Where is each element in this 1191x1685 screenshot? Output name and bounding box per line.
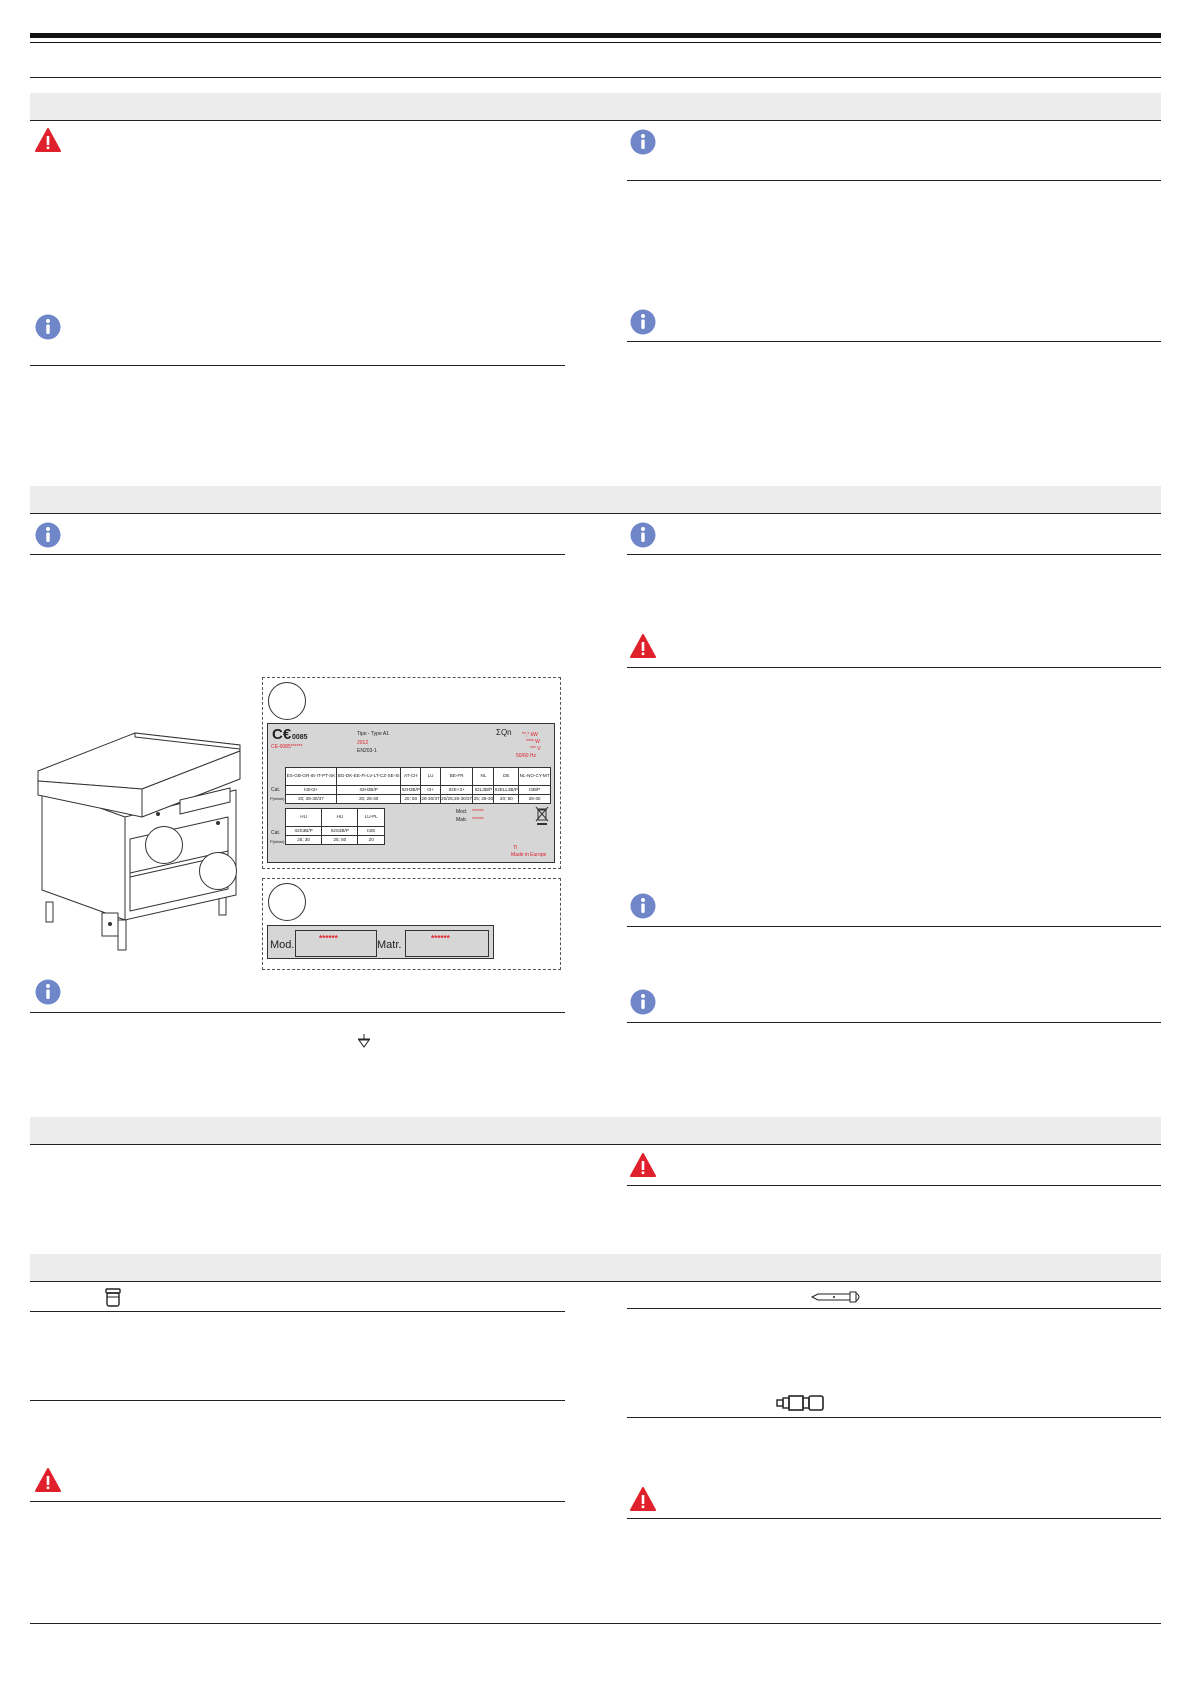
warning-icon bbox=[630, 633, 656, 659]
warning-icon bbox=[630, 1152, 656, 1178]
pressure-cell: 25; 30 bbox=[286, 836, 322, 845]
country-cell: HU bbox=[286, 809, 322, 827]
plate-pres-label-2: P(mbar) bbox=[270, 839, 285, 844]
info-icon bbox=[630, 522, 656, 548]
country-cell: NL-NO-CY-MT bbox=[519, 768, 551, 786]
rule bbox=[30, 1501, 565, 1502]
callout-circle-plate bbox=[268, 682, 306, 720]
plate-matr-value: ****** bbox=[472, 817, 484, 823]
rule bbox=[30, 365, 565, 366]
warning-icon bbox=[35, 1467, 61, 1493]
callout-circle-small-plate bbox=[268, 883, 306, 921]
warning-icon bbox=[630, 1486, 656, 1512]
small-plate-mod-value: ****** bbox=[319, 934, 338, 943]
category-cell: II2S3B/P bbox=[286, 827, 322, 836]
country-cell: AT-CH bbox=[401, 768, 421, 786]
country-cell: BG-DK-EE-FI-LV-LT-CZ-SE-SI bbox=[336, 768, 400, 786]
nozzle-icon bbox=[103, 1288, 123, 1308]
gas-category-table-2 bbox=[285, 808, 385, 845]
country-cell: ES-GB-GR-IE-IT-PT-SK bbox=[286, 768, 337, 786]
plate-mod-label: Mod. bbox=[456, 809, 468, 815]
info-icon bbox=[35, 314, 61, 340]
section-band-2 bbox=[30, 486, 1161, 514]
ce-mark: C€ bbox=[272, 726, 292, 743]
pressure-cell: 20; 28-30/37 bbox=[286, 795, 337, 804]
rule bbox=[30, 1400, 565, 1401]
info-icon bbox=[35, 522, 61, 548]
info-icon bbox=[630, 309, 656, 335]
category-cell: II2E bbox=[358, 827, 385, 836]
country-cell: BE-FR bbox=[440, 768, 473, 786]
rule bbox=[627, 926, 1161, 927]
plate-cat-label-2: Cat. bbox=[271, 830, 281, 836]
plate-made-in: Made in Europe bbox=[511, 852, 547, 858]
category-cell: I3B/P bbox=[519, 786, 551, 795]
plate-cat-label: Cat. bbox=[271, 787, 281, 793]
plate-sigma-qn: ΣQn bbox=[496, 728, 512, 737]
country-cell: NL bbox=[473, 768, 494, 786]
plate-power-w: **** W bbox=[526, 739, 540, 745]
header-thin-rule bbox=[30, 42, 1161, 43]
plate-code: TI bbox=[513, 845, 518, 851]
callout-circle-2 bbox=[199, 852, 237, 890]
footer-rule bbox=[30, 1623, 1161, 1624]
plate-matr-label: Matr. bbox=[456, 817, 468, 823]
small-plate-matr-label: Matr. bbox=[377, 939, 402, 951]
section-band-1 bbox=[30, 93, 1161, 121]
pressure-cell: 20; 50 bbox=[401, 795, 421, 804]
category-cell: II2L3B/P bbox=[473, 786, 494, 795]
section-band-3 bbox=[30, 1117, 1161, 1145]
info-icon bbox=[630, 893, 656, 919]
plate-voltage: *** V bbox=[530, 746, 541, 752]
ce-code: CE-0085****** bbox=[271, 744, 303, 750]
country-cell: DE bbox=[494, 768, 519, 786]
plate-standard: EN203-1 bbox=[357, 748, 377, 754]
category-cell: II2H3B/P bbox=[336, 786, 400, 795]
weee-bin-icon bbox=[535, 806, 549, 826]
plate-year: 2012 bbox=[357, 740, 369, 746]
pressure-cell: 25; 50 bbox=[322, 836, 358, 845]
thermocouple-icon bbox=[810, 1290, 864, 1304]
pressure-cell: 28-30 bbox=[519, 795, 551, 804]
rule bbox=[627, 667, 1161, 668]
pressure-cell: 20 bbox=[358, 836, 385, 845]
category-cell: II2H3+ bbox=[286, 786, 337, 795]
rule bbox=[627, 1022, 1161, 1023]
rule bbox=[627, 554, 1161, 555]
country-cell: HU bbox=[322, 809, 358, 827]
pressure-cell: 20; 28-30 bbox=[336, 795, 400, 804]
gas-category-table-1 bbox=[285, 767, 551, 804]
rule bbox=[627, 1185, 1161, 1186]
connector-icon bbox=[776, 1395, 830, 1411]
rule bbox=[30, 1311, 565, 1312]
section-band-4 bbox=[30, 1254, 1161, 1282]
plate-pres-label: P(mbar) bbox=[270, 796, 285, 801]
category-cell: II2E+3+ bbox=[440, 786, 473, 795]
equipotential-icon bbox=[357, 1034, 371, 1048]
info-icon bbox=[35, 979, 61, 1005]
rule bbox=[30, 1012, 565, 1013]
notified-body: 0085 bbox=[292, 734, 308, 741]
pressure-cell: 20; 50 bbox=[494, 795, 519, 804]
rule bbox=[30, 554, 565, 555]
rule bbox=[627, 1417, 1161, 1418]
category-cell: II2ELL3B/P bbox=[494, 786, 519, 795]
plate-type: Tipo - Type A1 bbox=[357, 731, 389, 737]
pressure-cell: 20/25;28-30/37 bbox=[440, 795, 473, 804]
category-cell: I3+ bbox=[421, 786, 441, 795]
pressure-cell: 25; 28-30 bbox=[473, 795, 494, 804]
category-cell: II2S3B/P bbox=[322, 827, 358, 836]
small-plate-matr-value: ****** bbox=[431, 934, 450, 943]
header-underline bbox=[30, 77, 1161, 78]
callout-circle-1 bbox=[145, 826, 183, 864]
rule bbox=[627, 341, 1161, 342]
country-cell: LU-PL bbox=[358, 809, 385, 827]
info-icon bbox=[630, 129, 656, 155]
country-cell: LU bbox=[421, 768, 441, 786]
plate-frequency: 50/60 Hz bbox=[516, 753, 537, 759]
header-thick-rule bbox=[30, 33, 1161, 38]
plate-mod-value: ****** bbox=[472, 809, 484, 815]
pressure-cell: 28-30/37 bbox=[421, 795, 441, 804]
rule bbox=[627, 180, 1161, 181]
info-icon bbox=[630, 989, 656, 1015]
rule bbox=[627, 1518, 1161, 1519]
category-cell: II2H3B/P bbox=[401, 786, 421, 795]
small-plate-mod-label: Mod. bbox=[270, 939, 295, 951]
warning-icon bbox=[35, 127, 61, 153]
plate-power-kw: **,* kW bbox=[522, 732, 538, 738]
rule bbox=[627, 1308, 1161, 1309]
